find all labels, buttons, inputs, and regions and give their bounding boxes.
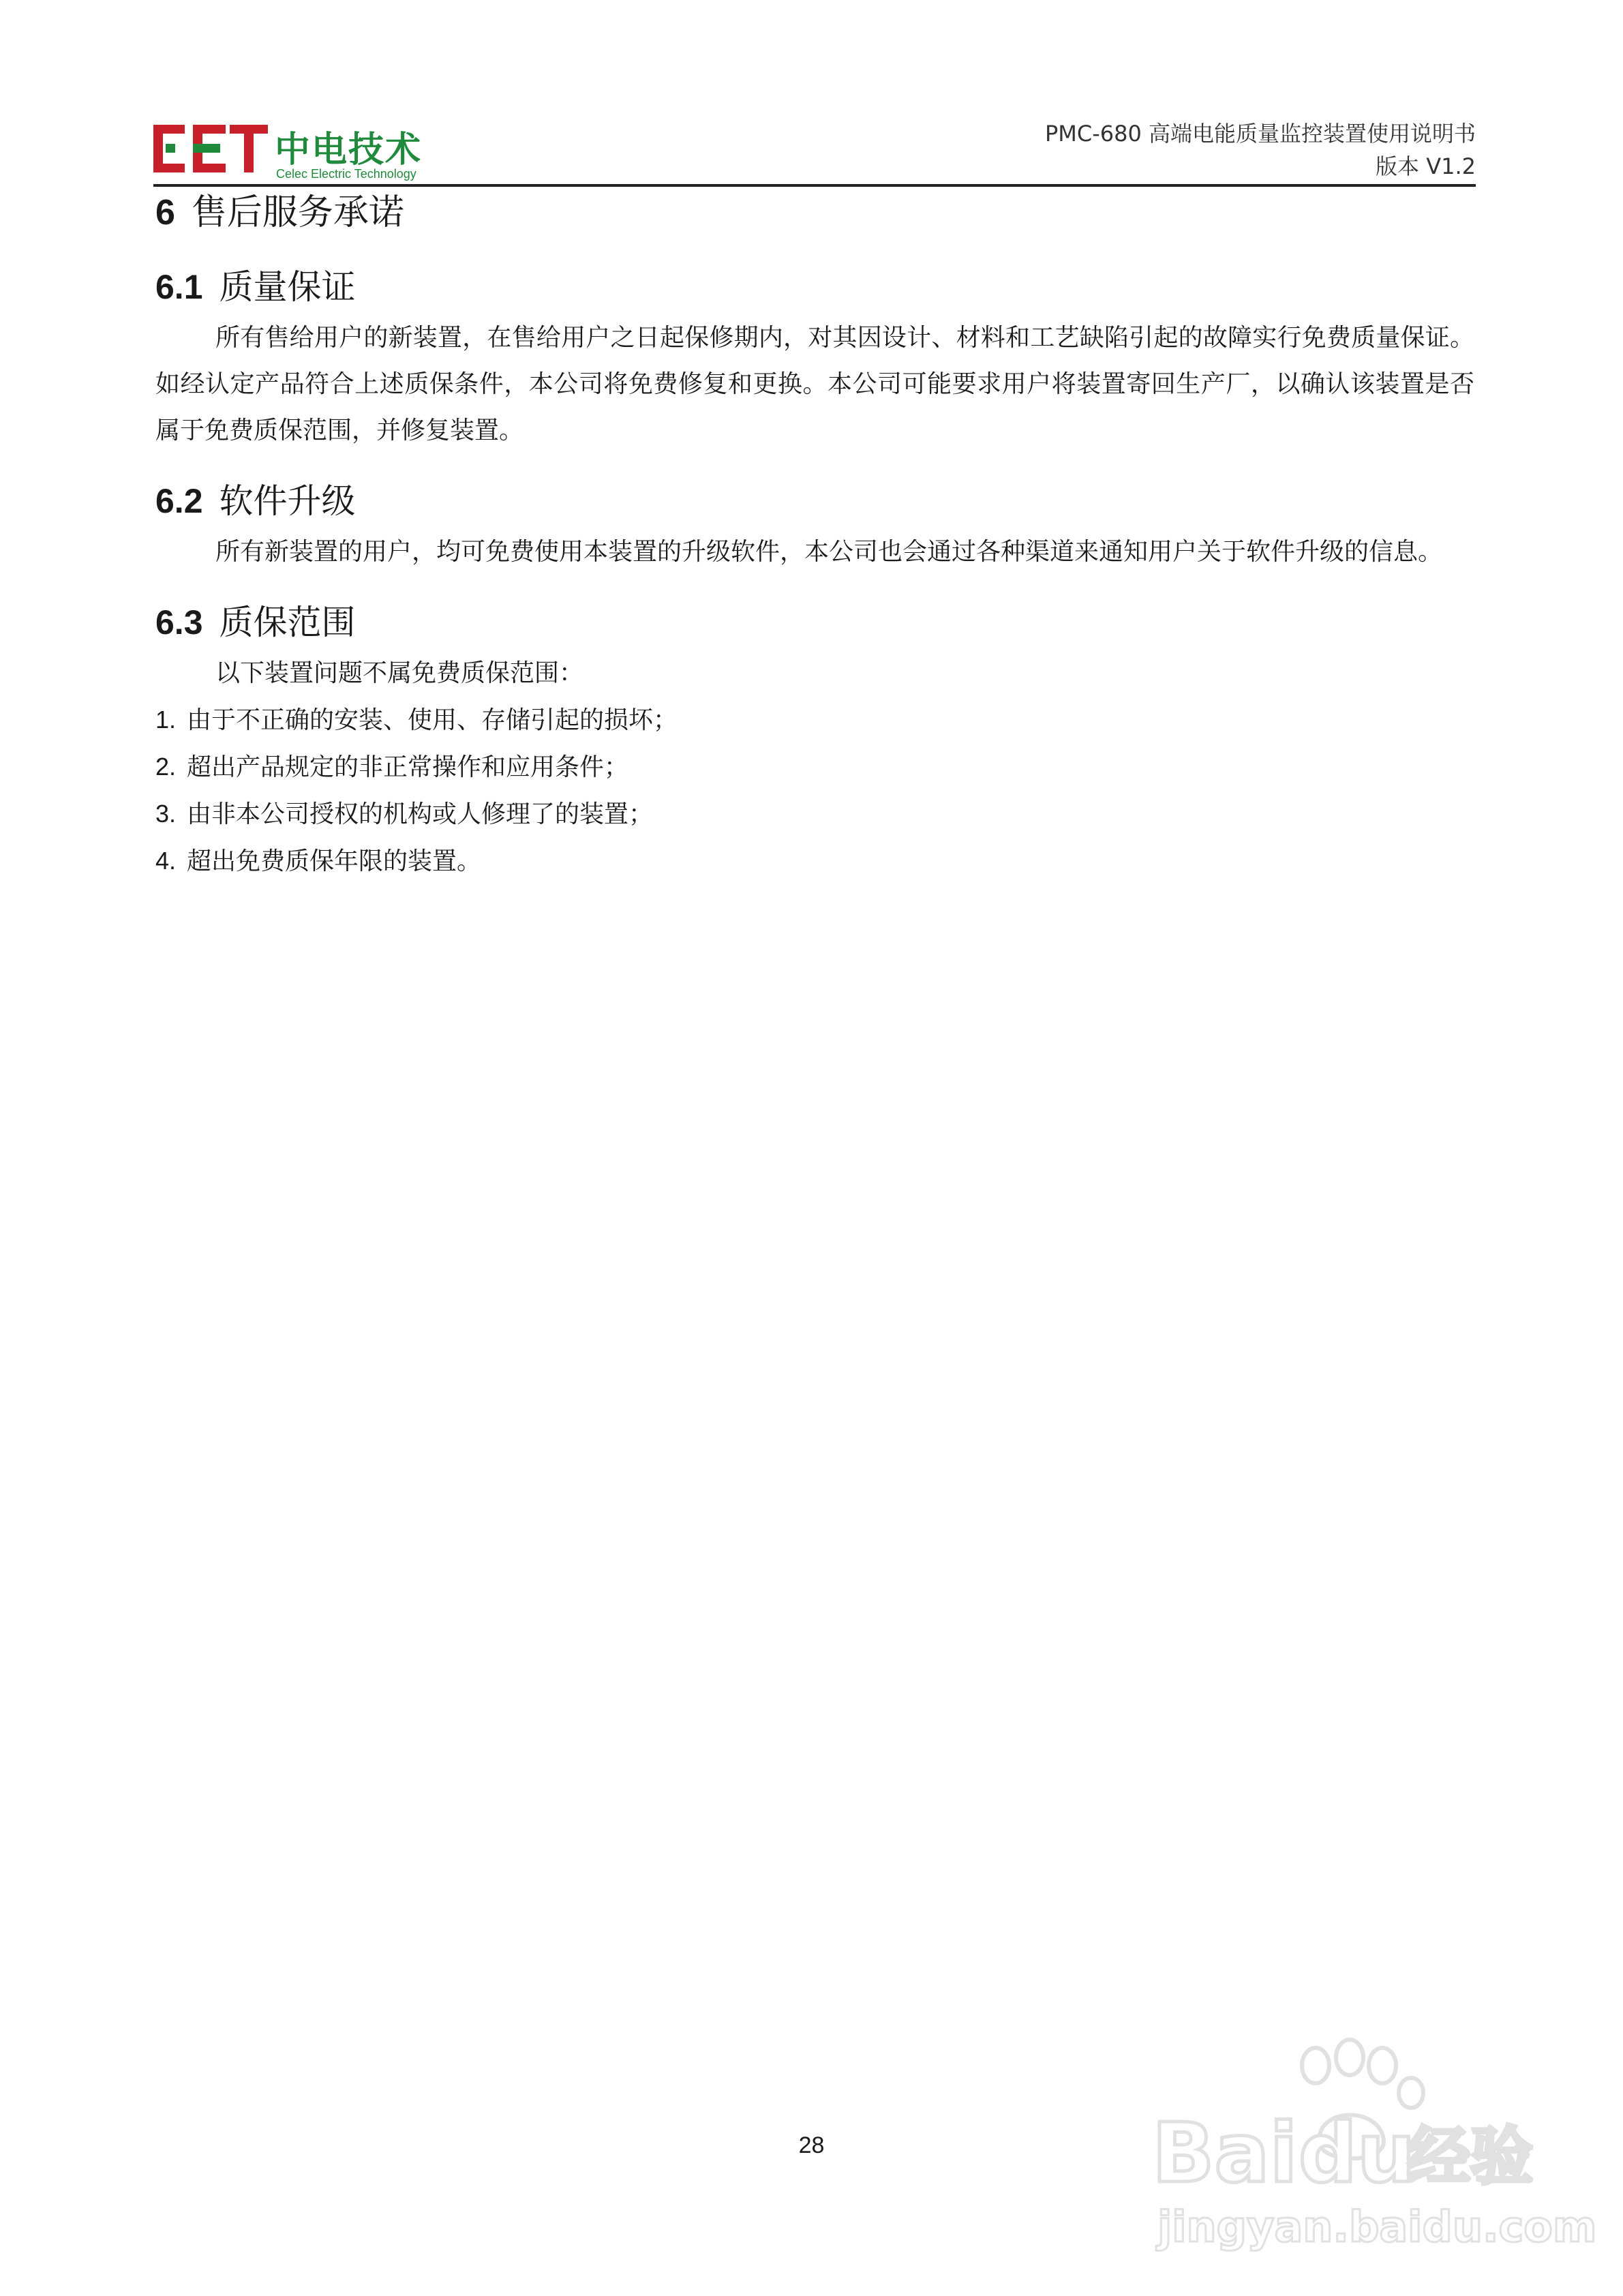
list-item (155, 791, 1474, 838)
cet-logo-icon (153, 119, 269, 181)
logo-english-name: Celec Electric Technology (276, 167, 416, 181)
section-paragraph-6-3: 以下装置问题不属免费质保范围： (215, 659, 584, 687)
svg-text:du: du (1299, 2106, 1416, 2201)
list-item (155, 744, 1474, 791)
section-paragraph-6-2: 所有新装置的用户，均可免费使用本装置的升级软件，本公司也会通过各种渠道来通知用户关于软件升级的信息。 (215, 538, 1443, 566)
list-item-text: 由于不正确的安装、使用、存储引起的损坏； (187, 706, 678, 734)
section-heading-6-1 (155, 260, 1474, 314)
document-version: 版本 V1.2 (1376, 153, 1476, 179)
page-content (155, 185, 1474, 885)
section-number: 6.1 (155, 268, 203, 306)
exclusion-list (155, 697, 1474, 885)
svg-text:jingyan.baidu.com: jingyan.baidu.com (1157, 2202, 1597, 2252)
list-item-text: 超出产品规定的非正常操作和应用条件； (187, 753, 629, 781)
page-number: 28 (798, 2132, 825, 2158)
section-number: 6.3 (155, 603, 203, 641)
list-item-index: 3. (155, 800, 177, 828)
section-heading-6-2 (155, 474, 1474, 528)
section-number: 6.2 (155, 482, 203, 520)
list-item-index: 2. (155, 753, 177, 781)
chapter-title: 售后服务承诺 (191, 192, 404, 233)
list-item-text: 由非本公司授权的机构或人修理了的装置； (187, 800, 654, 828)
chapter-number: 6 (155, 193, 175, 232)
list-item (155, 697, 1474, 744)
section-title: 质量保证 (219, 267, 356, 307)
section-title: 质保范围 (219, 603, 356, 642)
baidu-paw-watermark-icon (1145, 2038, 1597, 2263)
company-logo (153, 119, 426, 181)
list-item-index: 4. (155, 847, 177, 875)
list-item-index: 1. (155, 706, 177, 734)
logo-chinese-name: 中电技术 (275, 130, 423, 170)
section-paragraph-6-1: 所有售给用户的新装置，在售给用户之日起保修期内，对其因设计、材料和工艺缺陷引起的故障实行免费质量保证。如经认定产品符合上述质保条件，本公司将免费修复和更换。本公司可能要求用户将装置寄回生产厂，以确认该装置是否属于免费质保范围，并修复装置。 (155, 324, 1474, 444)
list-item (155, 838, 1474, 885)
svg-text:经验: 经验 (1408, 2120, 1534, 2193)
svg-text:Bai: Bai (1152, 2106, 1298, 2201)
document-title: PMC-680 高端电能质量监控装置使用说明书 (1044, 121, 1476, 147)
section-title: 软件升级 (219, 481, 356, 521)
section-heading-6-3 (155, 596, 1474, 649)
chapter-heading (155, 185, 1474, 240)
page-header (153, 112, 1476, 187)
baidu-watermark (1145, 2038, 1597, 2263)
list-item-text: 超出免费质保年限的装置。 (187, 847, 482, 875)
